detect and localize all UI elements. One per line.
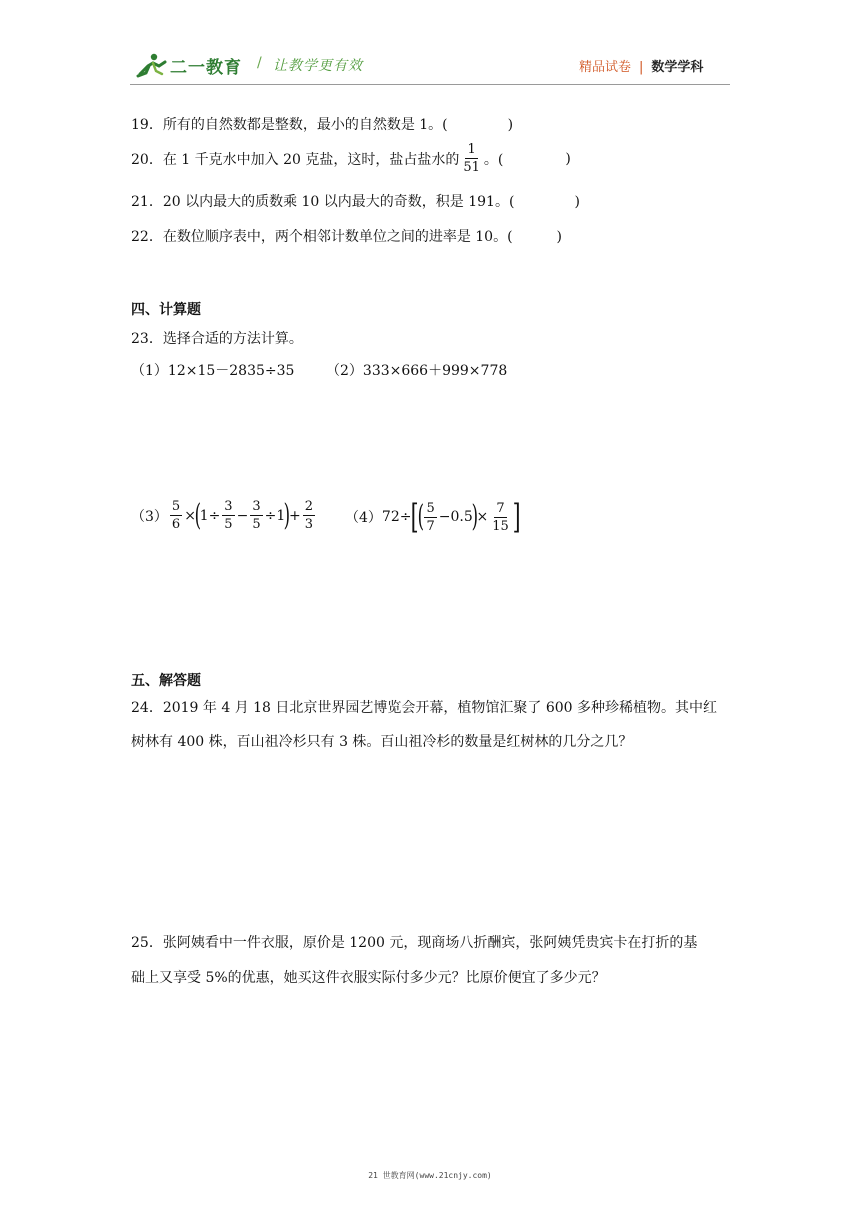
question-20-after: 。(: [483, 151, 504, 168]
expression-2: （2）333×666＋999×778: [326, 363, 508, 379]
fraction-3-5: [222, 500, 234, 531]
question-23: 23．选择合适的方法计算。: [131, 331, 303, 347]
question-19-close: ): [507, 117, 514, 133]
fraction-5-6: [170, 500, 182, 531]
header-tag: 精品试卷: [579, 60, 632, 75]
question-25-line-1: 25．张阿姨看中一件衣服，原价是 1200 元，现商场八折酬宾，张阿姨凭贵宾卡在打折的基: [131, 935, 698, 951]
fraction-denominator: 7: [426, 518, 435, 534]
divide-one: ÷1: [264, 507, 286, 524]
question-20-close: ): [565, 150, 571, 167]
question-21: [131, 191, 580, 211]
fraction-numerator: 2: [304, 499, 313, 514]
expression-4-lead: 72÷: [381, 509, 412, 525]
expression-4-label: （4）: [345, 510, 382, 526]
fraction-denominator: 15: [492, 518, 509, 534]
left-bracket: [: [411, 497, 420, 537]
fraction-numerator: 7: [496, 500, 505, 516]
header-divider: [130, 84, 730, 85]
question-20-text: 20．在 1 千克水中加入 20 克盐，这时，盐占盐水的: [131, 151, 460, 168]
question-22-text: 22．在数位顺序表中，两个相邻计数单位之间的进率是 10。(: [131, 229, 513, 245]
logo-text: 二一教育: [170, 57, 242, 78]
fraction-numerator: 3: [252, 499, 261, 514]
question-19: [131, 114, 513, 134]
question-25-line-2: 础上又享受 5%的优惠，她买这件衣服实际付多少元？比原价便宜了多少元？: [131, 970, 606, 986]
slogan: 让教学更有效: [273, 58, 363, 74]
right-paren: ): [471, 499, 478, 534]
logo: [134, 50, 242, 80]
fraction-5-7: [424, 502, 436, 533]
times-sign: ×: [476, 509, 489, 525]
question-19-text: 19．所有的自然数都是整数，最小的自然数是 1。(: [131, 117, 448, 133]
left-paren: (: [194, 497, 202, 533]
question-22: [131, 226, 562, 246]
fraction-denominator: 51: [463, 160, 480, 175]
right-bracket: ]: [512, 497, 521, 537]
question-24-line-2: 树林有 400 株，百山祖冷杉只有 3 株。百山祖冷杉的数量是红树林的几分之几？: [131, 734, 633, 750]
expression-3-label: （3）: [131, 508, 168, 525]
minus-decimal: −0.5: [438, 509, 473, 525]
runner-logo-icon: [134, 52, 168, 78]
question-20: [131, 143, 571, 174]
one-divide: 1÷: [199, 507, 221, 524]
header-right: [579, 56, 703, 75]
fraction-denominator: 6: [171, 517, 181, 532]
fraction-numerator: 5: [171, 499, 181, 514]
fraction-1-51: [461, 143, 482, 174]
plus-sign: +: [288, 507, 301, 524]
header-separator: |: [639, 60, 644, 75]
fraction-7-15: [490, 502, 511, 533]
expression-4: [345, 497, 521, 537]
header-subject: 数学学科: [651, 60, 704, 75]
times-sign: ×: [184, 507, 196, 524]
question-21-text: 21．20 以内最大的质数乘 10 以内最大的奇数，积是 191。(: [131, 194, 515, 210]
slogan-separator: /: [257, 55, 262, 71]
right-paren: ): [283, 497, 291, 533]
expression-3: [131, 497, 317, 533]
fraction-numerator: 1: [467, 142, 476, 157]
left-paren: (: [417, 499, 424, 534]
minus-sign: −: [236, 507, 249, 524]
question-22-close: ): [556, 229, 563, 245]
fraction-3-5: [250, 500, 262, 531]
expression-1: （1）12×15－2835÷35: [131, 363, 295, 379]
fraction-2-3: [303, 500, 315, 531]
question-24-line-1: 24．2019 年 4 月 18 日北京世界园艺博览会开幕，植物馆汇聚了 600 多种珍稀植物。其中红: [131, 700, 718, 716]
section-title-word-problems: 五、解答题: [131, 673, 201, 689]
fraction-denominator: 5: [224, 517, 233, 532]
fraction-denominator: 5: [252, 517, 261, 532]
fraction-denominator: 3: [304, 517, 313, 532]
question-21-close: ): [574, 194, 580, 210]
footer-source: 21 世教育网(www.21cnjy.com): [368, 1171, 492, 1180]
fraction-numerator: 5: [426, 500, 435, 516]
section-title-calculation: 四、计算题: [131, 302, 201, 318]
fraction-numerator: 3: [224, 499, 233, 514]
